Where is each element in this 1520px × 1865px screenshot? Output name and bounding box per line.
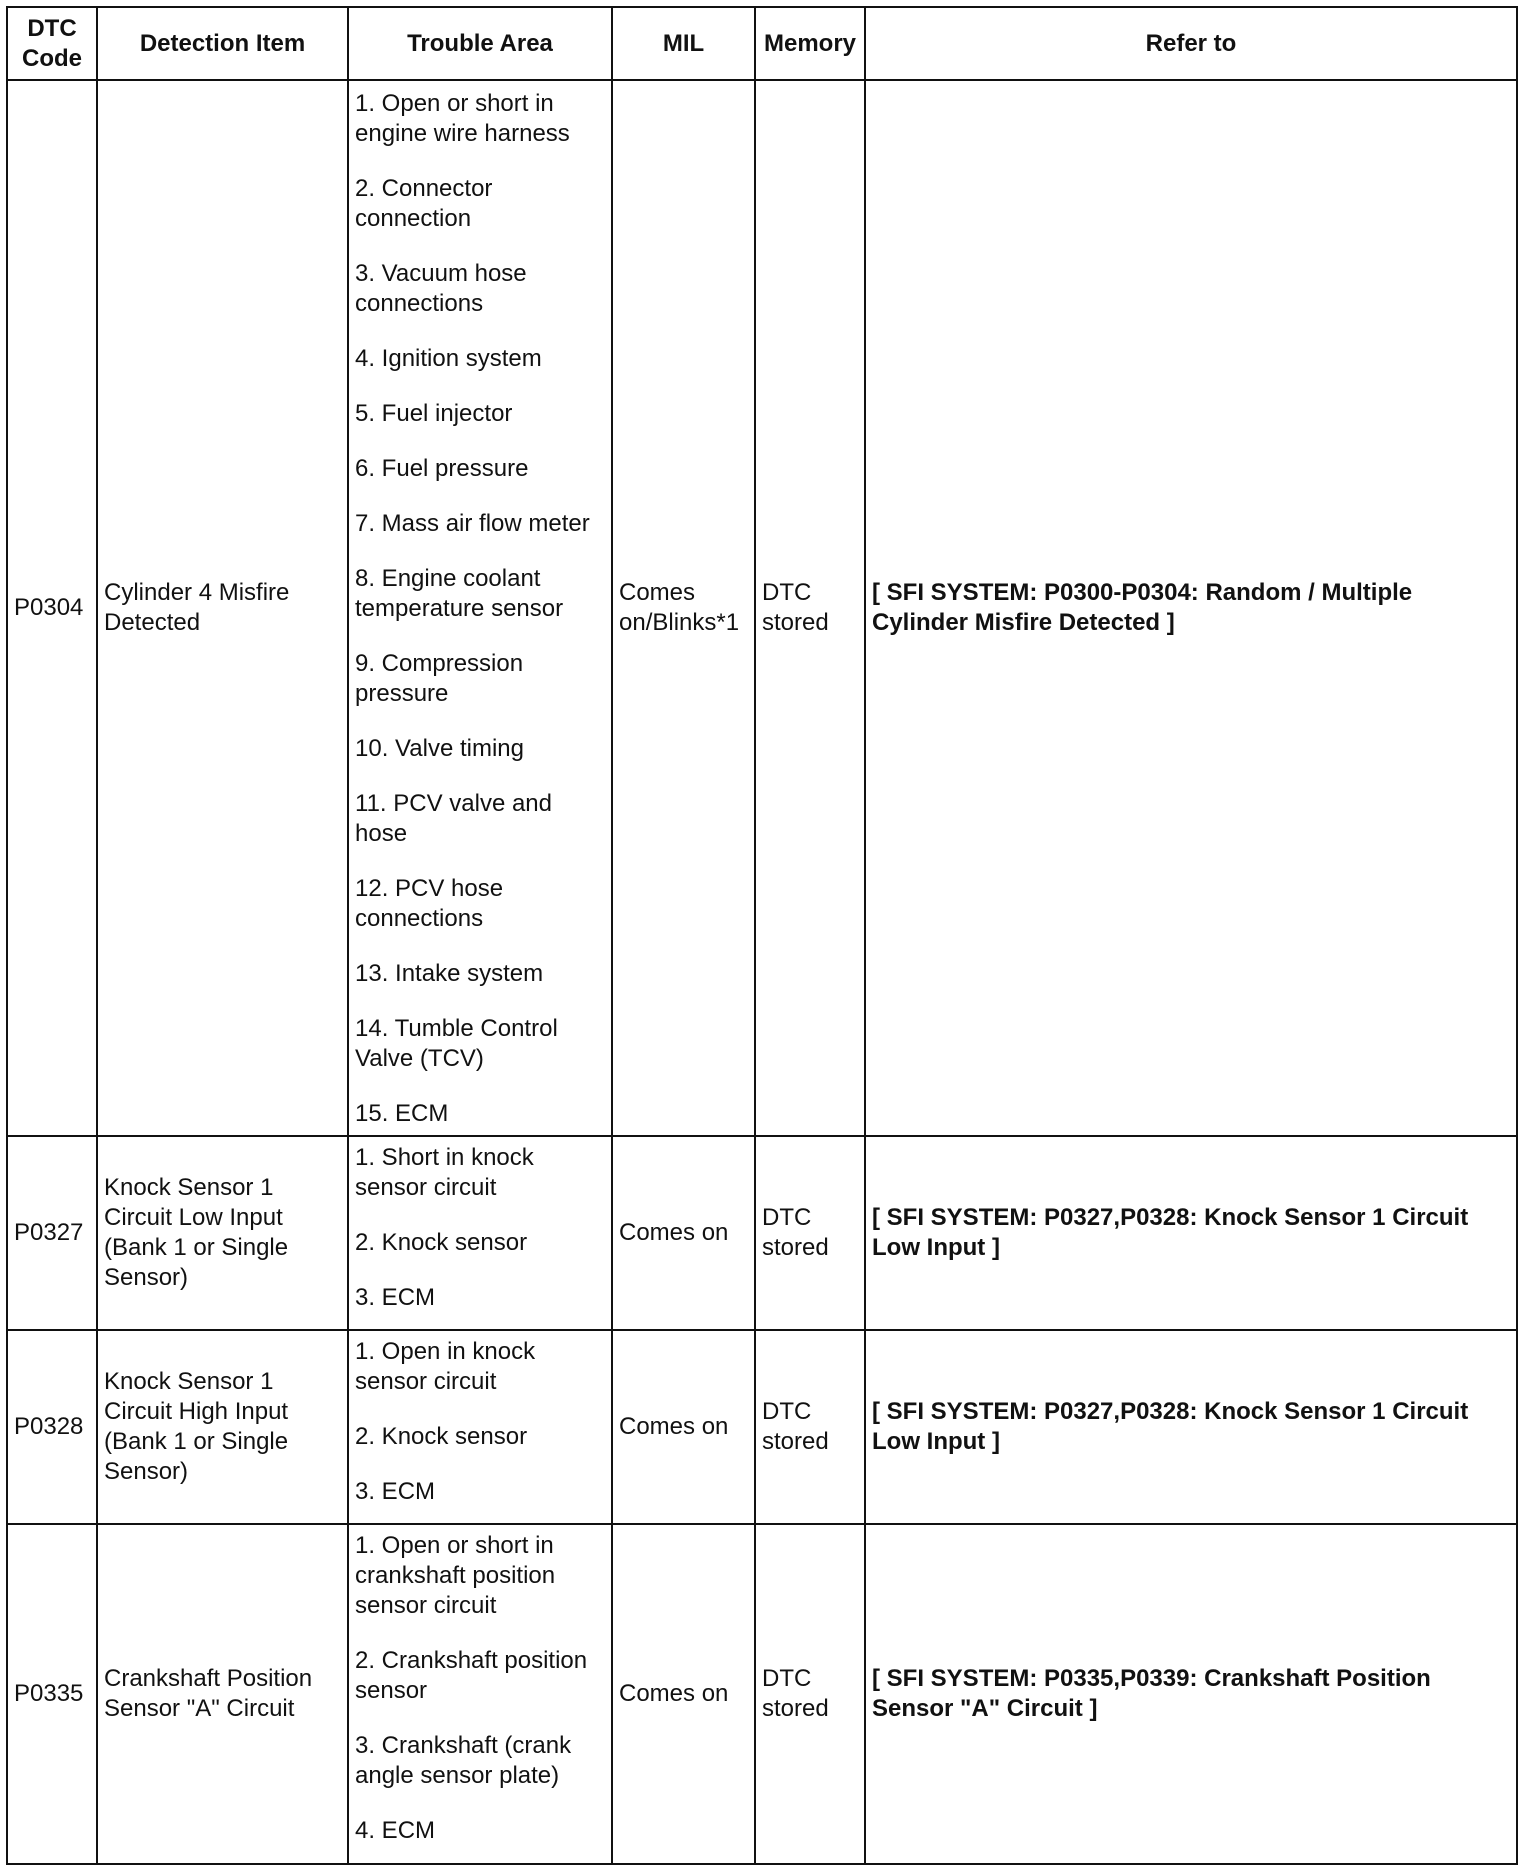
trouble-area-item: 5. Fuel injector [355,400,513,427]
refer-to-link[interactable]: [ SFI SYSTEM: P0300-P0304: Random / Multiple Cylinder Misfire Detected ] [865,80,1517,1136]
trouble-area-item: 14. Tumble Control Valve (TCV) [355,1015,558,1072]
trouble-area-item: 3. Vacuum hose connections [355,260,527,317]
trouble-area-item: 8. Engine coolant temperature sensor [355,565,564,622]
detection-item-cell: Cylinder 4 Misfire Detected [97,80,348,1136]
trouble-area-item: 3. Crankshaft (crank angle sensor plate) [355,1732,572,1789]
header-trouble-area: Trouble Area [348,7,612,80]
header-refer-to: Refer to [865,7,1517,80]
dtc-code-cell: P0335 [7,1524,97,1864]
header-memory: Memory [755,7,865,80]
memory-cell: DTC stored [755,80,865,1136]
trouble-area-item: 1. Short in knock sensor circuit [355,1144,534,1201]
trouble-area-item: 7. Mass air flow meter [355,510,590,537]
memory-cell: DTC stored [755,1136,865,1330]
mil-cell: Comes on [612,1524,755,1864]
header-detection-item: Detection Item [97,7,348,80]
dtc-code-cell: P0328 [7,1330,97,1524]
detection-item-cell: Knock Sensor 1 Circuit High Input (Bank 1 or Single Sensor) [97,1330,348,1524]
trouble-area-item: 11. PCV valve and hose [355,790,553,847]
trouble-area-item: 10. Valve timing [355,735,524,762]
table-row [7,80,1517,1136]
dtc-code-cell: P0327 [7,1136,97,1330]
table-row [7,1330,1517,1524]
trouble-area-cell [348,1524,612,1864]
detection-item-cell: Knock Sensor 1 Circuit Low Input (Bank 1 or Single Sensor) [97,1136,348,1330]
mil-cell: Comes on [612,1330,755,1524]
trouble-area-item: 1. Open or short in engine wire harness [355,90,570,147]
dtc-table-container [6,6,1518,1865]
detection-item-cell: Crankshaft Position Sensor "A" Circuit [97,1524,348,1864]
mil-cell: Comes on [612,1136,755,1330]
trouble-area-item: 3. ECM [355,1284,436,1311]
trouble-area-cell [348,1136,612,1330]
trouble-area-item: 9. Compression pressure [355,650,524,707]
trouble-area-item: 3. ECM [355,1478,436,1505]
memory-cell: DTC stored [755,1330,865,1524]
dtc-code-cell: P0304 [7,80,97,1136]
table-row [7,1524,1517,1864]
trouble-area-item: 2. Knock sensor [355,1229,528,1256]
trouble-area-item: 1. Open or short in crankshaft position sensor circuit [355,1532,556,1619]
trouble-area-item: 4. Ignition system [355,345,542,372]
header-row [7,7,1517,80]
trouble-area-item: 2. Crankshaft position sensor [355,1647,588,1704]
refer-to-link[interactable]: [ SFI SYSTEM: P0327,P0328: Knock Sensor 1 Circuit Low Input ] [865,1330,1517,1524]
dtc-table [6,6,1518,1865]
refer-to-link[interactable]: [ SFI SYSTEM: P0335,P0339: Crankshaft Position Sensor "A" Circuit ] [865,1524,1517,1864]
header-mil: MIL [612,7,755,80]
mil-cell: Comes on/Blinks*1 [612,80,755,1136]
trouble-area-cell [348,80,612,1136]
trouble-area-item: 6. Fuel pressure [355,455,529,482]
trouble-area-item: 2. Connector connection [355,175,493,232]
refer-to-link[interactable]: [ SFI SYSTEM: P0327,P0328: Knock Sensor 1 Circuit Low Input ] [865,1136,1517,1330]
trouble-area-item: 2. Knock sensor [355,1423,528,1450]
trouble-area-item: 4. ECM [355,1817,436,1844]
trouble-area-item: 1. Open in knock sensor circuit [355,1338,536,1395]
trouble-area-cell [348,1330,612,1524]
memory-cell: DTC stored [755,1524,865,1864]
table-row [7,1136,1517,1330]
header-dtc-code: DTC Code [7,7,97,80]
trouble-area-item: 13. Intake system [355,960,544,987]
trouble-area-item: 15. ECM [355,1100,449,1127]
trouble-area-item: 12. PCV hose connections [355,875,504,932]
